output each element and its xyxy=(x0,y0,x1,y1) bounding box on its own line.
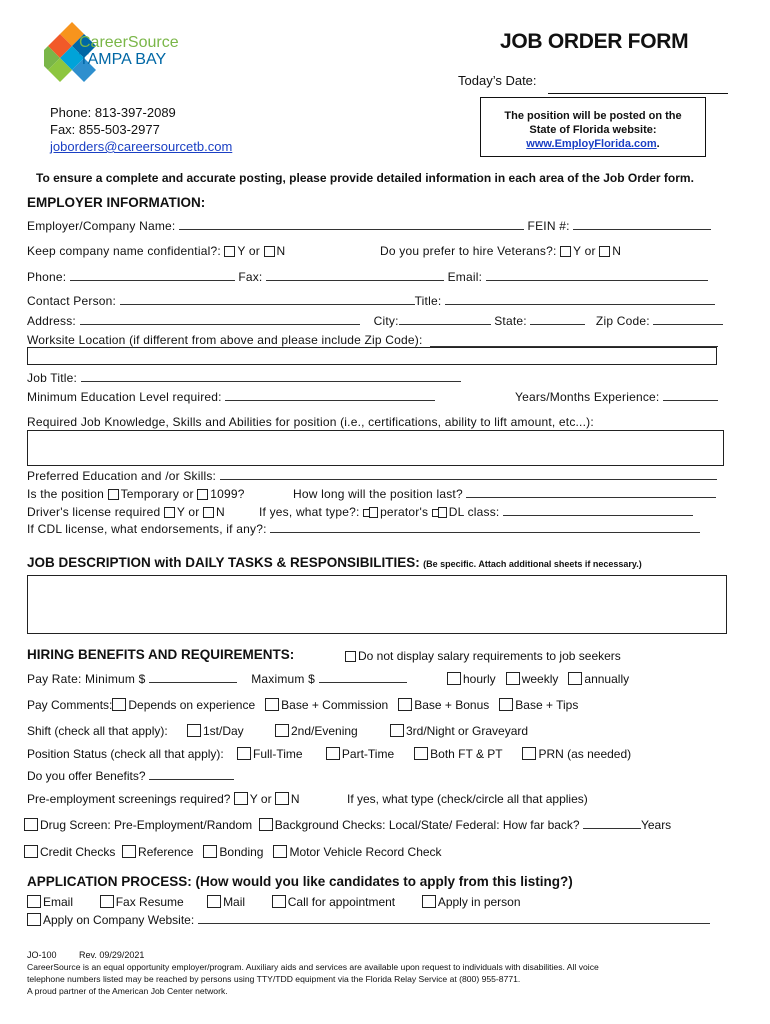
min-education-label: Minimum Education Level required: xyxy=(27,390,222,404)
temporary-label: Temporary or xyxy=(120,487,194,501)
apply-email-label: Email xyxy=(43,895,74,909)
cdl-class-field[interactable] xyxy=(503,515,693,516)
drivers-license-label: Driver's license required xyxy=(27,505,161,519)
screenings-no-label: N xyxy=(290,792,300,806)
contact-fax: Fax: 855-503-2977 xyxy=(50,122,160,137)
part-time-checkbox[interactable] xyxy=(326,747,340,760)
confidential-no-checkbox[interactable] xyxy=(264,246,275,257)
reference-checkbox[interactable] xyxy=(122,845,136,858)
drug-screen-label: Drug Screen: Pre-Employment/Random xyxy=(40,818,253,832)
mvr-label: Motor Vehicle Record Check xyxy=(289,845,442,859)
fax-label: Fax: xyxy=(238,270,263,284)
confidential-no-label: N xyxy=(276,244,286,258)
benefits-field[interactable] xyxy=(149,779,234,780)
part-time-label: Part-Time xyxy=(341,747,395,761)
experience-label: Years/Months Experience: xyxy=(515,390,660,404)
how-long-label: How long will the position last? xyxy=(293,487,463,501)
employflorida-link[interactable]: www.EmployFlorida.com xyxy=(526,138,657,150)
1099-label: 1099? xyxy=(210,487,245,501)
logo xyxy=(44,20,214,84)
fax-field[interactable] xyxy=(266,280,444,281)
job-description-input[interactable] xyxy=(27,575,727,634)
temporary-checkbox[interactable] xyxy=(108,489,119,500)
pay-max-label: Maximum $ xyxy=(251,672,316,686)
experience-field[interactable] xyxy=(663,400,718,401)
footer-line-3: A proud partner of the American Job Center network. xyxy=(27,986,228,996)
job-description-note: (Be specific. Attach additional sheets if necessary.) xyxy=(423,559,642,569)
background-checkbox[interactable] xyxy=(259,818,273,831)
contact-email-link[interactable]: joborders@careersourcetb.com xyxy=(50,139,233,154)
title-field[interactable] xyxy=(445,304,715,305)
base-tips-checkbox[interactable] xyxy=(499,698,513,711)
state-label: State: xyxy=(494,314,527,328)
footer-line-1: CareerSource is an equal opportunity employer/program. Auxiliary aids and services are available upon request to individuals with disabilities. All voice xyxy=(27,962,599,972)
confidential-label: Keep company name confidential?: xyxy=(27,244,221,258)
preferred-education-label: Preferred Education and /or Skills: xyxy=(27,469,217,483)
veterans-no-label: N xyxy=(612,244,622,258)
third-night-checkbox[interactable] xyxy=(390,724,404,737)
shift-first-option xyxy=(187,724,244,738)
drug-background-row xyxy=(24,818,671,832)
notice-period: . xyxy=(656,138,660,150)
depends-checkbox[interactable] xyxy=(112,698,126,711)
drivers-license-yes-label: Y or xyxy=(176,505,200,519)
reference-label: Reference xyxy=(138,845,194,859)
contact-person-field[interactable] xyxy=(120,304,415,305)
both-label: Both FT & PT xyxy=(430,747,503,761)
contact-person-label: Contact Person: xyxy=(27,294,117,308)
base-tips-label: Base + Tips xyxy=(515,698,579,712)
depends-label: Depends on experience xyxy=(128,698,256,712)
drivers-license-row xyxy=(27,505,225,519)
email-field[interactable] xyxy=(486,280,708,281)
base-bonus-checkbox[interactable] xyxy=(398,698,412,711)
experience-row xyxy=(515,390,718,404)
contact-person-row xyxy=(27,294,715,308)
posting-notice-box xyxy=(480,97,706,157)
shift-second-option xyxy=(275,724,358,738)
no-salary-label: Do not display salary requirements to job seekers xyxy=(358,649,621,663)
phone-fax-email-row xyxy=(27,270,708,284)
pay-rate-row xyxy=(27,672,407,686)
job-title-row xyxy=(27,371,461,385)
job-description-heading: JOB DESCRIPTION with DAILY TASKS & RESPONSIBILITIES: xyxy=(27,555,420,570)
mail-checkbox[interactable] xyxy=(207,895,221,908)
prn-label: PRN (as needed) xyxy=(538,747,632,761)
checks-row xyxy=(24,845,442,859)
confidential-yes-label: Y or xyxy=(237,244,260,258)
shift-label: Shift (check all that apply): xyxy=(27,724,168,738)
second-evening-label: 2nd/Evening xyxy=(291,724,358,738)
is-position-label: Is the position xyxy=(27,487,105,501)
1099-checkbox[interactable] xyxy=(197,489,208,500)
license-type-label: If yes, what type?: xyxy=(259,505,360,519)
how-long-row xyxy=(293,487,716,501)
base-commission-label: Base + Commission xyxy=(281,698,389,712)
company-name-label: Employer/Company Name: xyxy=(27,219,176,233)
operators-label: perator's xyxy=(380,505,429,519)
screenings-yes-label: Y or xyxy=(249,792,272,806)
form-number: JO-100 xyxy=(27,950,57,960)
state-field[interactable] xyxy=(530,324,585,325)
zip-field[interactable] xyxy=(653,324,723,325)
confidential-row xyxy=(27,244,285,258)
pay-min-field[interactable] xyxy=(149,682,237,683)
prn-checkbox[interactable] xyxy=(522,747,536,760)
operators-checkbox-frame xyxy=(369,507,378,518)
background-years-field[interactable] xyxy=(583,828,641,829)
address-label: Address: xyxy=(27,314,76,328)
notice-line-1: The position will be posted on the xyxy=(504,110,682,122)
cdl-endorsements-row xyxy=(27,522,700,536)
city-label: City: xyxy=(373,314,399,328)
second-evening-checkbox[interactable] xyxy=(275,724,289,737)
annually-label: annually xyxy=(584,672,630,686)
job-title-field[interactable] xyxy=(81,381,461,382)
website-label: Apply on Company Website: xyxy=(43,913,195,927)
pay-comments-label: Pay Comments: xyxy=(27,698,113,712)
benefits-row xyxy=(27,769,234,783)
benefits-label: Do you offer Benefits? xyxy=(27,769,146,783)
website-field[interactable] xyxy=(198,923,710,924)
address-field[interactable] xyxy=(80,324,360,325)
company-name-row xyxy=(27,219,711,233)
screenings-no-checkbox[interactable] xyxy=(275,792,289,805)
screenings-yes-checkbox[interactable] xyxy=(234,792,248,805)
knowledge-input[interactable] xyxy=(27,430,724,466)
pay-comments-row xyxy=(27,698,578,712)
annually-checkbox[interactable] xyxy=(568,672,582,685)
website-row xyxy=(27,913,710,927)
veterans-yes-checkbox[interactable] xyxy=(560,246,571,257)
shift-third-option xyxy=(390,724,528,738)
todays-date-label: Today’s Date: xyxy=(458,73,537,88)
city-field[interactable] xyxy=(399,324,491,325)
page-title: JOB ORDER FORM xyxy=(500,30,689,53)
years-label: Years xyxy=(640,818,672,832)
how-long-field[interactable] xyxy=(466,497,716,498)
no-salary-row xyxy=(345,649,621,663)
preferred-education-row xyxy=(27,469,717,483)
brand-name-bottom: TAMPA BAY xyxy=(79,51,167,68)
background-label: Background Checks: Local/State/ Federal: How far back? xyxy=(274,818,580,832)
todays-date-field[interactable] xyxy=(548,92,728,94)
position-type-row xyxy=(27,487,245,501)
apply-email-checkbox[interactable] xyxy=(27,895,41,908)
bonding-label: Bonding xyxy=(219,845,264,859)
drivers-license-no-label: N xyxy=(216,505,225,519)
knowledge-label: Required Job Knowledge, Skills and Abilities for position (i.e., certifications, ability to lift amount, etc...): xyxy=(27,415,594,429)
first-day-checkbox[interactable] xyxy=(187,724,201,737)
fax-resume-label: Fax Resume xyxy=(115,895,184,909)
screenings-label: Pre-employment screenings required? xyxy=(27,792,231,806)
phone-label: Phone: xyxy=(27,270,67,284)
cdl-endorsements-field[interactable] xyxy=(270,532,700,533)
veterans-yes-label: Y or xyxy=(573,244,596,258)
drug-screen-checkbox[interactable] xyxy=(24,818,38,831)
no-salary-checkbox[interactable] xyxy=(345,651,356,662)
contact-phone: Phone: 813-397-2089 xyxy=(50,105,176,120)
third-night-label: 3rd/Night or Graveyard xyxy=(406,724,529,738)
confidential-yes-checkbox[interactable] xyxy=(224,246,235,257)
call-label: Call for appointment xyxy=(287,895,396,909)
fax-resume-checkbox[interactable] xyxy=(100,895,114,908)
screenings-type-label: If yes, what type (check/circle all that applies) xyxy=(347,792,588,806)
credit-checkbox[interactable] xyxy=(24,845,38,858)
first-day-label: 1st/Day xyxy=(203,724,244,738)
both-checkbox[interactable] xyxy=(414,747,428,760)
brand-name-top: CareerSource xyxy=(79,34,179,51)
job-title-label: Job Title: xyxy=(27,371,78,385)
veterans-label: Do you prefer to hire Veterans?: xyxy=(380,244,557,258)
license-type-row xyxy=(259,505,693,519)
fein-label: FEIN #: xyxy=(527,219,570,233)
revision-date: Rev. 09/29/2021 xyxy=(79,950,145,960)
apply-methods-row xyxy=(27,895,521,909)
phone-field[interactable] xyxy=(70,280,235,281)
address-row xyxy=(27,314,723,328)
drivers-license-yes-checkbox[interactable] xyxy=(164,507,175,518)
veterans-no-checkbox[interactable] xyxy=(599,246,610,257)
base-commission-checkbox[interactable] xyxy=(265,698,279,711)
footer-form-id xyxy=(27,950,144,960)
worksite-input[interactable] xyxy=(27,347,717,365)
mvr-checkbox[interactable] xyxy=(273,845,287,858)
min-education-row xyxy=(27,390,435,404)
cdl-checkbox-frame xyxy=(438,507,447,518)
hiring-heading: HIRING BENEFITS AND REQUIREMENTS: xyxy=(27,647,295,662)
screenings-row xyxy=(27,792,300,806)
mail-label: Mail xyxy=(223,895,246,909)
full-time-label: Full-Time xyxy=(253,747,303,761)
position-status-options xyxy=(237,747,631,761)
in-person-checkbox[interactable] xyxy=(422,895,436,908)
application-heading: APPLICATION PROCESS: (How would you like candidates to apply from this listing?) xyxy=(27,874,573,889)
weekly-label: weekly xyxy=(521,672,559,686)
min-education-field[interactable] xyxy=(225,400,435,401)
job-description-header xyxy=(27,555,642,570)
in-person-label: Apply in person xyxy=(437,895,521,909)
company-name-field[interactable] xyxy=(179,229,524,230)
zip-label: Zip Code: xyxy=(595,314,650,328)
intro-text: To ensure a complete and accurate posting, please provide detailed information in each area of the Job Order form. xyxy=(36,171,694,185)
preferred-education-field[interactable] xyxy=(220,479,717,480)
cdl-endorsements-label: If CDL license, what endorsements, if any?: xyxy=(27,522,267,536)
credit-label: Credit Checks xyxy=(40,845,116,859)
pay-rate-label: Pay Rate: Minimum $ xyxy=(27,672,146,686)
notice-line-2: State of Florida website: xyxy=(529,124,657,136)
drivers-license-no-checkbox[interactable] xyxy=(203,507,214,518)
employer-heading: EMPLOYER INFORMATION: xyxy=(27,195,206,210)
title-label: Title: xyxy=(414,294,442,308)
full-time-checkbox[interactable] xyxy=(237,747,251,760)
position-status-label: Position Status (check all that apply): xyxy=(27,747,224,761)
weekly-checkbox[interactable] xyxy=(506,672,520,685)
email-label: Email: xyxy=(447,270,483,284)
base-bonus-label: Base + Bonus xyxy=(414,698,490,712)
pay-period-row xyxy=(447,672,629,686)
cdl-class-label: DL class: xyxy=(448,505,500,519)
pay-max-field[interactable] xyxy=(319,682,407,683)
bonding-checkbox[interactable] xyxy=(203,845,217,858)
footer-line-2: telephone numbers listed may be reached by persons using TTY/TDD equipment via the Florida Relay Service at (800) 955-8771. xyxy=(27,974,521,984)
hourly-checkbox[interactable] xyxy=(447,672,461,685)
veterans-row xyxy=(380,244,621,258)
hourly-label: hourly xyxy=(463,672,496,686)
website-checkbox[interactable] xyxy=(27,913,41,926)
fein-field[interactable] xyxy=(573,229,711,230)
worksite-label: Worksite Location (if different from above and please include Zip Code): xyxy=(27,333,423,347)
call-checkbox[interactable] xyxy=(272,895,286,908)
